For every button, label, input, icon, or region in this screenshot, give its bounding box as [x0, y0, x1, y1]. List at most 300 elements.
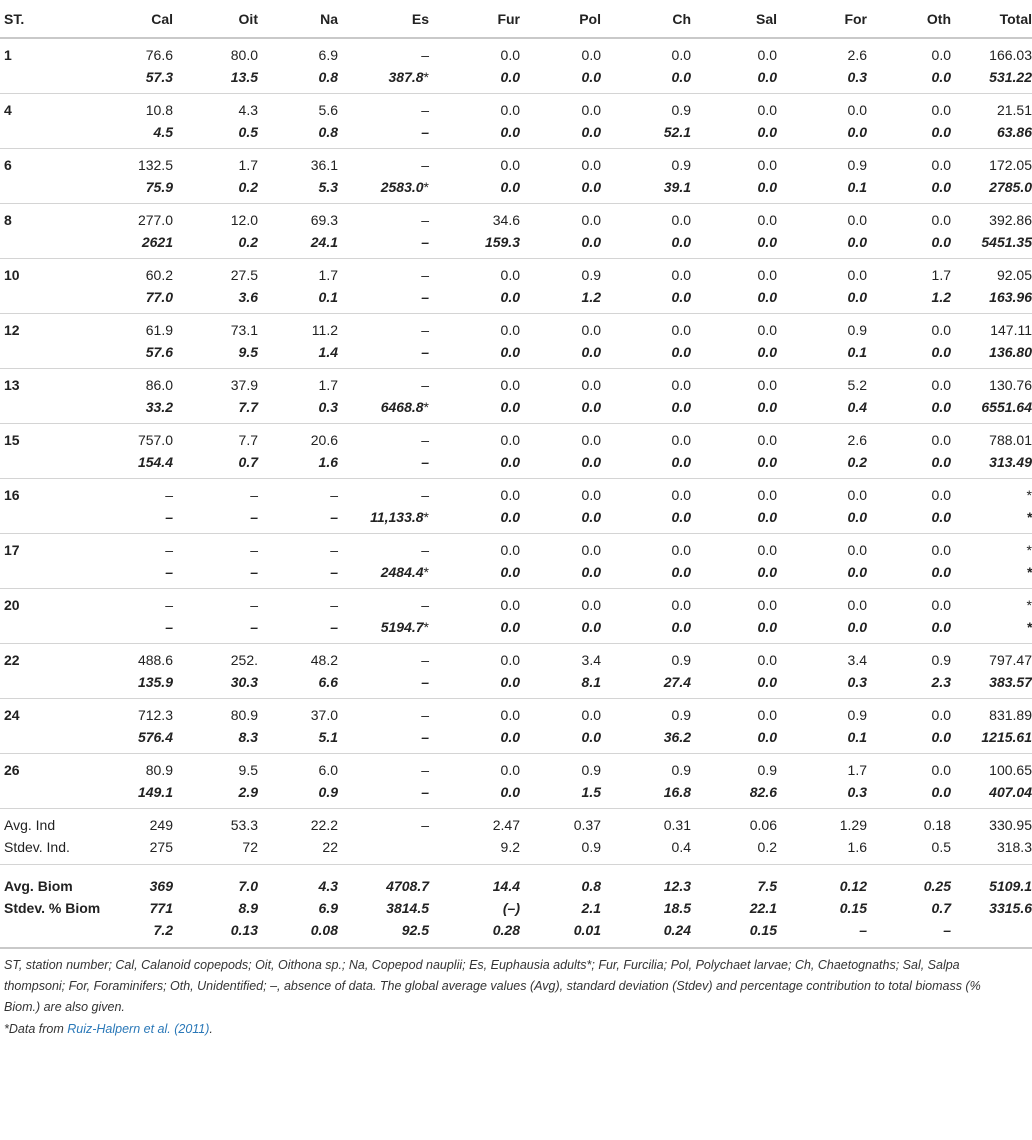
table-row: [0, 259, 1032, 314]
biomass-cell: [429, 176, 520, 198]
biomass-value: 531.22: [989, 69, 1032, 85]
biomass-value: 6468.8: [380, 399, 424, 415]
biomass-cell: [258, 176, 338, 198]
abundance-value: 132.5: [137, 157, 173, 173]
table-cell: [691, 534, 777, 589]
table-cell: [601, 204, 691, 259]
abundance-value: –: [421, 377, 429, 393]
summary-value: 275: [149, 839, 173, 855]
biomass-value: 0.1: [847, 729, 867, 745]
summary-value: [338, 836, 429, 865]
biomass-cell: [173, 726, 258, 748]
biomass-cell: [88, 616, 173, 638]
biomass-cell: [173, 616, 258, 638]
abundance-value: –: [421, 102, 429, 118]
biomass-value: 2.9: [238, 784, 258, 800]
biomass-value: 0.0: [500, 729, 520, 745]
summary-value: 4.3: [318, 878, 338, 894]
summary-value: 7.5: [757, 878, 777, 894]
abundance-value: 0.0: [581, 322, 601, 338]
biomass-value: 1.2: [581, 289, 601, 305]
abundance-value: *: [1026, 542, 1032, 558]
summary-label: Stdev. % Biom: [4, 900, 101, 916]
summary-value: 771: [149, 900, 173, 916]
citation-link[interactable]: Ruiz-Halpern et al. (2011): [67, 1022, 210, 1036]
abundance-value: 0.0: [671, 432, 691, 448]
biomass-value: 0.0: [581, 399, 601, 415]
biomass-value: 0.0: [757, 344, 777, 360]
summary-value: 0.12: [839, 878, 867, 894]
table-cell: [338, 424, 429, 479]
abundance-value: 27.5: [230, 267, 258, 283]
table-cell: [520, 644, 601, 699]
abundance-value: 0.0: [500, 542, 520, 558]
table-cell: [951, 479, 1032, 534]
table-cell: [429, 589, 520, 644]
column-header: Oit: [238, 10, 258, 27]
abundance-value: 12.0: [230, 212, 258, 228]
summary-value: 1.29: [839, 817, 867, 833]
table-cell: [601, 424, 691, 479]
biomass-cell: [173, 451, 258, 473]
table-cell: [867, 534, 951, 589]
column-header: Cal: [151, 10, 173, 27]
table-cell: [258, 534, 338, 589]
abundance-value: –: [421, 267, 429, 283]
biomass-value: 0.0: [931, 69, 951, 85]
table-cell: [867, 369, 951, 424]
abbreviations-note: ST, station number; Cal, Calanoid copepods; Oit, Oithona sp.; Na, Copepod nauplii; Es, Euphausia adults*; Fur, Furcilia; Pol, Polychaet larvae; Ch, Chaetognaths; Sal, Salpa thompsoni; For, Foraminifers; Oth, Unidentified; –, absence of data. The global average values (Avg), standard deviation (Stdev) and percentage contribution to total biomass (% Biom.) are also given.: [4, 958, 981, 1014]
biomass-cell: [429, 231, 520, 253]
station-number: 26: [4, 762, 20, 778]
biomass-value: 5.3: [318, 179, 338, 195]
abundance-value: –: [330, 487, 338, 503]
abundance-value: 80.0: [230, 47, 258, 63]
abundance-value: 0.0: [500, 762, 520, 778]
table-row: [0, 699, 1032, 754]
biomass-cell: [867, 341, 951, 363]
abundance-value: 0.0: [581, 212, 601, 228]
data-source-prefix: *Data from: [4, 1022, 68, 1036]
table-row: [0, 479, 1032, 534]
abundance-value: 34.6: [492, 212, 520, 228]
biomass-summary-row: [0, 897, 1032, 919]
biomass-cell: [173, 341, 258, 363]
biomass-value: 30.3: [230, 674, 258, 690]
table-row: [0, 534, 1032, 589]
abundance-value: 130.76: [989, 377, 1032, 393]
summary-value: 7.2: [153, 922, 173, 938]
biomass-cell: [258, 561, 338, 583]
table-cell: [520, 94, 601, 149]
biomass-value: 13.5: [230, 69, 258, 85]
biomass-cell: [520, 176, 601, 198]
biomass-value: 0.0: [757, 454, 777, 470]
summary-label: Avg. Ind: [4, 817, 56, 833]
abundance-value: 4.3: [238, 102, 258, 118]
biomass-value: 0.3: [847, 69, 867, 85]
biomass-cell: [88, 561, 173, 583]
table-cell: [777, 369, 867, 424]
biomass-cell: [338, 506, 429, 528]
abundance-value: 0.0: [931, 322, 951, 338]
biomass-cell: [951, 561, 1032, 583]
abundance-value: 0.0: [500, 487, 520, 503]
table-cell: [867, 259, 951, 314]
summary-label: [0, 919, 88, 948]
table-cell: [88, 699, 173, 754]
biomass-value: 8.1: [581, 674, 601, 690]
abundance-value: 0.0: [847, 542, 867, 558]
biomass-value: –: [421, 454, 429, 470]
biomass-value: –: [421, 289, 429, 305]
table-cell: [601, 534, 691, 589]
table-cell: [951, 94, 1032, 149]
biomass-value: 0.0: [581, 124, 601, 140]
abundance-value: 392.86: [989, 212, 1032, 228]
biomass-cell: [601, 176, 691, 198]
summary-value: 0.08: [310, 922, 338, 938]
abundance-value: 0.0: [847, 212, 867, 228]
abundance-value: –: [250, 597, 258, 613]
table-cell: [691, 149, 777, 204]
summary-value: 92.5: [401, 922, 429, 938]
biomass-cell: [867, 671, 951, 693]
biomass-value: 0.0: [757, 564, 777, 580]
table-cell: [258, 94, 338, 149]
abundance-value: 0.0: [500, 652, 520, 668]
table-cell: [601, 644, 691, 699]
biomass-value: 0.0: [931, 729, 951, 745]
table-cell: [258, 149, 338, 204]
summary-value: 0.37: [573, 817, 601, 833]
table-cell: [691, 369, 777, 424]
biomass-cell: [338, 231, 429, 253]
table-cell: [88, 94, 173, 149]
summary-value: (–): [502, 900, 520, 916]
biomass-value: 0.3: [318, 399, 338, 415]
biomass-value: –: [330, 619, 338, 635]
biomass-cell: [777, 231, 867, 253]
biomass-cell: [867, 781, 951, 803]
biomass-cell: [601, 506, 691, 528]
biomass-value: –: [421, 344, 429, 360]
biomass-value: 0.0: [581, 234, 601, 250]
biomass-cell: [777, 781, 867, 803]
abundance-value: 1.7: [847, 762, 867, 778]
biomass-cell: [777, 726, 867, 748]
station-number: 17: [4, 542, 20, 558]
biomass-value: 0.0: [500, 674, 520, 690]
biomass-value: 0.0: [581, 69, 601, 85]
table-cell: [867, 314, 951, 369]
table-cell: [601, 754, 691, 809]
biomass-cell: [88, 396, 173, 418]
biomass-cell: [338, 286, 429, 308]
biomass-cell: [258, 231, 338, 253]
biomass-value: 0.0: [931, 179, 951, 195]
abundance-value: 0.0: [757, 47, 777, 63]
biomass-cell: [601, 396, 691, 418]
abundance-value: 0.0: [757, 432, 777, 448]
abundance-value: 0.0: [671, 377, 691, 393]
biomass-value: –: [330, 564, 338, 580]
data-source-asterisk: *: [423, 399, 429, 415]
table-cell: [520, 149, 601, 204]
biomass-cell: [601, 726, 691, 748]
biomass-value: 0.8: [318, 124, 338, 140]
table-cell: [951, 534, 1032, 589]
table-cell: [520, 369, 601, 424]
table-cell: [951, 149, 1032, 204]
table-cell: [867, 644, 951, 699]
biomass-cell: [258, 616, 338, 638]
biomass-cell: [258, 396, 338, 418]
station-number: 15: [4, 432, 20, 448]
abundance-value: 757.0: [137, 432, 173, 448]
abundance-value: 73.1: [230, 322, 258, 338]
abundance-value: 0.0: [500, 322, 520, 338]
biomass-value: 0.3: [847, 674, 867, 690]
station-number: 20: [4, 597, 20, 613]
station-number: 22: [4, 652, 20, 668]
abundance-value: 0.0: [931, 762, 951, 778]
table-cell: [173, 94, 258, 149]
biomass-value: 11,133.8: [370, 509, 424, 525]
biomass-cell: [520, 506, 601, 528]
table-cell: [867, 589, 951, 644]
biomass-cell: [429, 396, 520, 418]
abundance-value: 0.0: [671, 487, 691, 503]
table-cell: [867, 38, 951, 94]
biomass-cell: [520, 616, 601, 638]
biomass-value: 0.0: [500, 454, 520, 470]
table-row: [0, 754, 1032, 809]
biomass-value: 0.0: [500, 289, 520, 305]
summary-value: 0.18: [923, 817, 951, 833]
summary-value: 1.6: [847, 839, 867, 855]
biomass-cell: [338, 341, 429, 363]
table-cell: [601, 589, 691, 644]
data-source-note: [4, 1019, 1008, 1040]
biomass-cell: [429, 671, 520, 693]
biomass-value: 0.1: [847, 344, 867, 360]
abundance-value: 0.0: [931, 212, 951, 228]
abundance-value: 0.9: [671, 157, 691, 173]
biomass-cell: [691, 451, 777, 473]
biomass-value: –: [330, 509, 338, 525]
station-number: 10: [4, 267, 20, 283]
abundance-value: 0.0: [931, 157, 951, 173]
biomass-cell: [258, 286, 338, 308]
abundance-value: 0.9: [847, 157, 867, 173]
biomass-value: *: [1026, 564, 1032, 580]
biomass-value: –: [421, 729, 429, 745]
table-cell: [867, 149, 951, 204]
table-cell: [258, 589, 338, 644]
biomass-value: 57.6: [145, 344, 173, 360]
abundance-value: –: [421, 762, 429, 778]
abundance-value: 0.0: [757, 212, 777, 228]
abundance-value: 788.01: [989, 432, 1032, 448]
abundance-value: 0.0: [671, 542, 691, 558]
biomass-cell: [429, 66, 520, 88]
abundance-value: 831.89: [989, 707, 1032, 723]
biomass-cell: [338, 781, 429, 803]
biomass-cell: [338, 176, 429, 198]
summary-value: –: [859, 922, 867, 938]
biomass-value: 0.0: [847, 124, 867, 140]
biomass-value: –: [250, 564, 258, 580]
biomass-cell: [88, 671, 173, 693]
biomass-value: 0.0: [757, 124, 777, 140]
table-row: [0, 369, 1032, 424]
biomass-cell: [338, 66, 429, 88]
biomass-cell: [173, 781, 258, 803]
biomass-cell: [173, 286, 258, 308]
biomass-cell: [429, 616, 520, 638]
biomass-value: 6551.64: [981, 399, 1032, 415]
table-cell: [520, 259, 601, 314]
biomass-value: 0.0: [931, 234, 951, 250]
biomass-value: 33.2: [145, 399, 173, 415]
abundance-value: 0.9: [671, 652, 691, 668]
biomass-value: 0.0: [757, 674, 777, 690]
biomass-cell: [867, 506, 951, 528]
abundance-value: 0.0: [757, 597, 777, 613]
biomass-value: 2.3: [931, 674, 951, 690]
summary-value: 0.24: [663, 922, 691, 938]
biomass-cell: [691, 781, 777, 803]
biomass-value: 0.0: [671, 619, 691, 635]
table-cell: [691, 38, 777, 94]
biomass-cell: [88, 726, 173, 748]
data-source-suffix: .: [209, 1022, 213, 1036]
biomass-value: 0.0: [757, 69, 777, 85]
table-cell: [951, 259, 1032, 314]
biomass-cell: [951, 781, 1032, 803]
biomass-value: 2583.0: [380, 179, 424, 195]
biomass-value: 3.6: [238, 289, 258, 305]
biomass-cell: [867, 396, 951, 418]
biomass-cell: [691, 66, 777, 88]
biomass-cell: [429, 726, 520, 748]
table-cell: [777, 479, 867, 534]
table-cell: [777, 314, 867, 369]
biomass-value: 0.0: [931, 399, 951, 415]
biomass-cell: [338, 726, 429, 748]
abundance-value: *: [1026, 597, 1032, 613]
biomass-value: 0.0: [757, 179, 777, 195]
summary-value: 0.2: [757, 839, 777, 855]
summary-value: 72: [242, 839, 258, 855]
table-cell: [173, 314, 258, 369]
table-cell: [601, 94, 691, 149]
table-cell: [429, 479, 520, 534]
biomass-value: 0.0: [847, 564, 867, 580]
biomass-value: 387.8: [388, 69, 424, 85]
abundance-value: 0.0: [931, 487, 951, 503]
table-cell: [691, 314, 777, 369]
biomass-cell: [867, 231, 951, 253]
biomass-value: 0.0: [757, 619, 777, 635]
table-row: [0, 94, 1032, 149]
table-cell: [951, 754, 1032, 809]
biomass-value: 0.0: [757, 289, 777, 305]
table-cell: [520, 424, 601, 479]
table-cell: [867, 479, 951, 534]
biomass-value: 0.0: [581, 729, 601, 745]
abundance-value: 48.2: [310, 652, 338, 668]
biomass-value: 383.57: [989, 674, 1032, 690]
table-cell: [258, 204, 338, 259]
summary-value: 0.15: [749, 922, 777, 938]
biomass-cell: [258, 451, 338, 473]
biomass-value: 0.0: [931, 344, 951, 360]
summary-value: 0.8: [581, 878, 601, 894]
biomass-cell: [777, 616, 867, 638]
biomass-value: 39.1: [663, 179, 691, 195]
abundance-value: 0.0: [581, 597, 601, 613]
biomass-cell: [601, 231, 691, 253]
abundance-value: 0.0: [500, 597, 520, 613]
biomass-cell: [429, 286, 520, 308]
abundance-value: –: [421, 322, 429, 338]
biomass-value: 5451.35: [981, 234, 1032, 250]
abundance-value: 60.2: [145, 267, 173, 283]
abundance-value: 0.0: [500, 157, 520, 173]
biomass-cell: [173, 176, 258, 198]
biomass-cell: [88, 286, 173, 308]
biomass-value: 407.04: [989, 784, 1032, 800]
table-cell: [867, 754, 951, 809]
summary-value: 0.5: [931, 839, 951, 855]
abundance-value: 3.4: [847, 652, 867, 668]
biomass-cell: [173, 121, 258, 143]
biomass-value: 163.96: [989, 289, 1032, 305]
table-row: [0, 314, 1032, 369]
biomass-cell: [951, 506, 1032, 528]
biomass-cell: [777, 506, 867, 528]
biomass-cell: [173, 396, 258, 418]
table-cell: [88, 259, 173, 314]
table-cell: [88, 204, 173, 259]
table-cell: [601, 699, 691, 754]
biomass-value: 27.4: [663, 674, 691, 690]
abundance-value: 36.1: [310, 157, 338, 173]
abundance-value: 6.0: [318, 762, 338, 778]
table-cell: [867, 204, 951, 259]
biomass-value: 0.0: [931, 124, 951, 140]
abundance-value: 37.9: [230, 377, 258, 393]
biomass-cell: [88, 121, 173, 143]
abundance-value: –: [421, 487, 429, 503]
biomass-cell: [951, 176, 1032, 198]
biomass-cell: [601, 121, 691, 143]
abundance-value: 0.9: [671, 707, 691, 723]
table-cell: [338, 754, 429, 809]
table-cell: [88, 424, 173, 479]
biomass-summary-row: [0, 865, 1032, 898]
abundance-value: 0.0: [757, 267, 777, 283]
table-cell: [429, 94, 520, 149]
summary-value: 7.0: [238, 878, 258, 894]
data-source-asterisk: *: [423, 179, 429, 195]
biomass-cell: [520, 561, 601, 583]
summary-value: –: [943, 922, 951, 938]
biomass-value: 0.7: [238, 454, 258, 470]
table-cell: [601, 38, 691, 94]
